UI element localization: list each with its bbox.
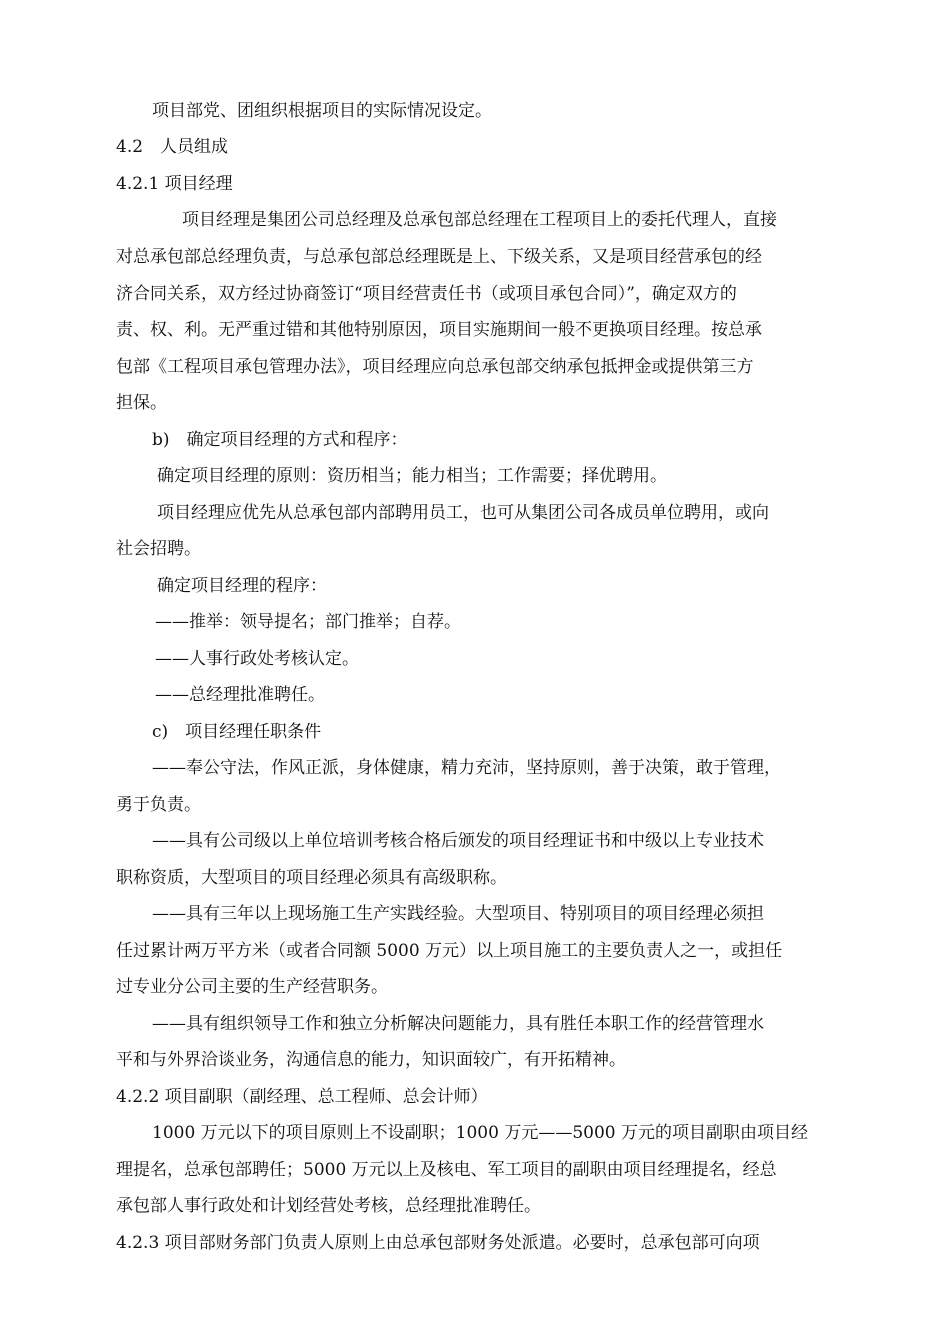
paragraph-line: 包部《工程项目承包管理办法》，项目经理应向总承包部交纳承包抵押金或提供第三方: [116, 357, 754, 377]
procedure-heading: 确定项目经理的程序：: [157, 576, 327, 596]
paragraph-line: 项目经理应优先从总承包部内部聘用员工，也可从集团公司各成员单位聘用，或向: [157, 503, 769, 523]
procedure-item: ——人事行政处考核认定。: [155, 649, 359, 669]
subsection-heading-4-2-3: 4.2.3 项目部财务部门负责人原则上由总承包部财务处派遣。必要时，总承包部可向项: [116, 1233, 760, 1253]
paragraph-line: 项目经理是集团公司总经理及总承包部总经理在工程项目上的委托代理人，直接: [182, 210, 777, 230]
paragraph-line: 责、权、利。无严重过错和其他特别原因，项目实施期间一般不更换项目经理。按总承: [116, 320, 762, 340]
paragraph-line: 平和与外界洽谈业务，沟通信息的能力，知识面较广，有开拓精神。: [116, 1050, 626, 1070]
subsection-heading-4-2-1: 4.2.1 项目经理: [116, 174, 233, 194]
paragraph-line: 社会招聘。: [116, 539, 201, 559]
paragraph-line: ——奉公守法，作风正派，身体健康，精力充沛，坚持原则，善于决策，敢于管理，: [152, 758, 781, 778]
paragraph-line: 勇于负责。: [116, 795, 201, 815]
paragraph-line: 1000 万元以下的项目原则上不设副职；1000 万元——5000 万元的项目副职由项目经: [152, 1123, 809, 1143]
paragraph-line: ——具有组织领导工作和独立分析解决问题能力，具有胜任本职工作的经营管理水: [152, 1014, 764, 1034]
paragraph-line: 理提名，总承包部聘任；5000 万元以上及核电、军工项目的副职由项目经理提名，经总: [116, 1160, 777, 1180]
procedure-item: ——推举：领导提名；部门推举；自荐。: [155, 612, 461, 632]
paragraph-line: 济合同关系，双方经过协商签订“项目经营责任书（或项目承包合同）”，确定双方的: [116, 284, 737, 304]
item-b-heading: b) 确定项目经理的方式和程序：: [152, 430, 408, 450]
paragraph-line: 职称资质，大型项目的项目经理必须具有高级职称。: [116, 868, 507, 888]
paragraph-line: 任过累计两万平方米（或者合同额 5000 万元）以上项目施工的主要负责人之一，或担任: [116, 941, 783, 961]
paragraph-line: 担保。: [116, 393, 167, 413]
paragraph-line: 承包部人事行政处和计划经营处考核，总经理批准聘任。: [116, 1196, 541, 1216]
section-heading-4-2: 4.2 人员组成: [116, 137, 229, 157]
principle-text: 确定项目经理的原则：资历相当；能力相当；工作需要；择优聘用。: [157, 466, 667, 486]
paragraph-line: 过专业分公司主要的生产经营职务。: [116, 977, 388, 997]
procedure-item: ——总经理批准聘任。: [155, 685, 325, 705]
subsection-heading-4-2-2: 4.2.2 项目副职（副经理、总工程师、总会计师）: [116, 1087, 488, 1107]
paragraph-line: 对总承包部总经理负责，与总承包部总经理既是上、下级关系，又是项目经营承包的经: [116, 247, 762, 267]
item-c-heading: c) 项目经理任职条件: [152, 722, 322, 742]
paragraph-line: ——具有三年以上现场施工生产实践经验。大型项目、特别项目的项目经理必须担: [152, 904, 764, 924]
intro-paragraph: 项目部党、团组织根据项目的实际情况设定。: [152, 101, 492, 121]
paragraph-line: ——具有公司级以上单位培训考核合格后颁发的项目经理证书和中级以上专业技术: [152, 831, 764, 851]
